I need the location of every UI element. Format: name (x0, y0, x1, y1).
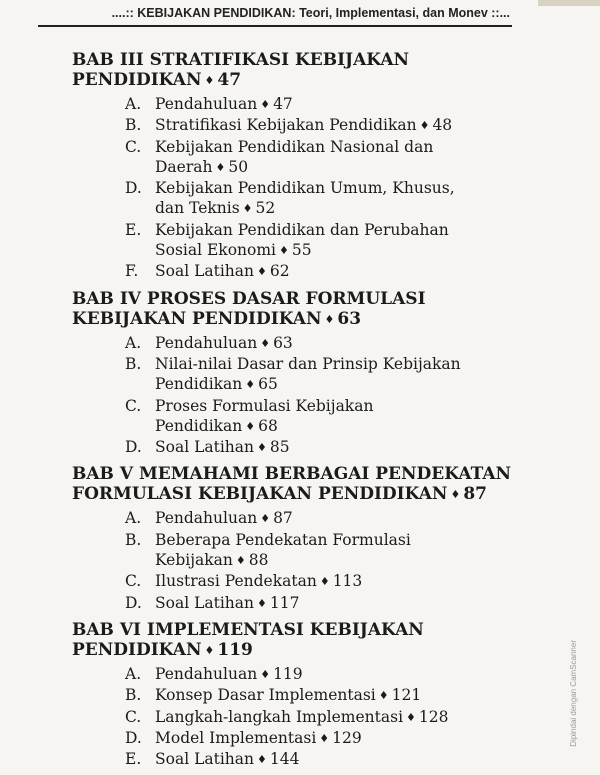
toc-entry (125, 664, 600, 685)
section-list (125, 508, 600, 613)
toc-entry (125, 530, 600, 572)
entry-page-number: 128 (418, 707, 449, 726)
toc-entry (125, 220, 600, 262)
chapter-page-number: 47 (217, 70, 242, 90)
toc-entry (125, 94, 600, 115)
entry-letter: E. (125, 750, 142, 769)
toc-entry (125, 749, 600, 770)
entry-letter: B. (125, 354, 142, 373)
entry-title-line: Model Implementasi (155, 728, 317, 747)
chapter-title-line: BAB VI IMPLEMENTASI KEBIJAKAN (72, 619, 424, 640)
entry-title-line: Kebijakan (155, 551, 233, 570)
entry-title-line: Nilai-nilai Dasar dan Prinsip Kebijakan (155, 354, 461, 373)
chapter-heading (72, 620, 492, 661)
entry-title-line: Pendahuluan (155, 95, 258, 113)
running-header: ....:: KEBIJAKAN PENDIDIKAN: Teori, Implementasi, dan Monev ::... (111, 6, 510, 20)
entry-letter: E. (125, 220, 142, 239)
diamond-icon: ♦ (242, 202, 253, 216)
entry-title-line: Soal Latihan (155, 438, 255, 457)
entry-title-line: Daerah (155, 157, 213, 176)
chapter-title-line: BAB IV PROSES DASAR FORMULASI (72, 288, 426, 309)
diamond-icon: ♦ (245, 419, 256, 433)
toc-entry (125, 137, 600, 179)
entry-letter: D. (125, 179, 142, 198)
page-corner-mark (538, 0, 600, 6)
entry-letter: C. (125, 572, 142, 591)
diamond-icon: ♦ (450, 488, 461, 502)
entry-title-line: Pendidikan (155, 416, 243, 435)
entry-page-number: 68 (258, 416, 278, 435)
entry-title-line: Pendahuluan (155, 333, 258, 352)
entry-letter: F. (125, 262, 139, 281)
toc-entry (125, 593, 600, 614)
toc-entry (125, 508, 600, 529)
entry-page-number: 62 (269, 262, 290, 281)
toc-entry (125, 115, 600, 136)
entry-page-number: 144 (269, 750, 300, 769)
diamond-icon: ♦ (215, 160, 226, 174)
entry-page-number: 47 (273, 95, 293, 113)
entry-page-number: 85 (269, 438, 290, 457)
chapter-page-number: 63 (337, 308, 362, 329)
diamond-icon: ♦ (406, 710, 416, 724)
toc-entry (125, 354, 600, 396)
entry-title-line: Kebijakan Pendidikan Umum, Khusus, (155, 179, 455, 198)
entry-title-line: Soal Latihan (155, 262, 255, 281)
toc-entry (125, 571, 600, 592)
diamond-icon: ♦ (257, 265, 267, 279)
diamond-icon: ♦ (324, 312, 335, 326)
diamond-icon: ♦ (204, 74, 215, 87)
toc-entry (125, 707, 600, 728)
diamond-icon: ♦ (257, 441, 267, 455)
entry-letter: D. (125, 438, 142, 457)
diamond-icon: ♦ (319, 731, 330, 745)
entry-letter: A. (125, 333, 142, 352)
entry-page-number: 55 (291, 241, 312, 260)
entry-page-number: 121 (391, 686, 422, 705)
entry-title-line: Kebijakan Pendidikan Nasional dan (155, 137, 434, 156)
section-list (125, 664, 600, 770)
toc-entry (125, 728, 600, 749)
diamond-icon: ♦ (204, 643, 215, 657)
entry-title-line: Soal Latihan (155, 593, 255, 612)
toc-entry (125, 333, 600, 354)
entry-page-number: 48 (432, 116, 453, 135)
entry-title-line: Kebijakan Pendidikan dan Perubahan (155, 220, 449, 239)
entry-title-line: Stratifikasi Kebijakan Pendidikan (155, 116, 417, 135)
diamond-icon: ♦ (419, 119, 430, 133)
chapter-heading (72, 464, 512, 505)
entry-page-number: 87 (273, 509, 293, 528)
chapter-title-line: PENDIDIKAN (72, 70, 202, 90)
entry-page-number: 52 (255, 199, 276, 218)
diamond-icon: ♦ (260, 667, 271, 681)
diamond-icon: ♦ (235, 554, 246, 568)
entry-title-line: Pendidikan (155, 375, 243, 394)
toc-entry (125, 685, 600, 706)
diamond-icon: ♦ (257, 596, 267, 610)
diamond-icon: ♦ (257, 753, 267, 767)
chapter-heading (72, 289, 492, 330)
entry-title-line: Pendahuluan (155, 509, 258, 528)
entry-letter: B. (125, 686, 142, 705)
diamond-icon: ♦ (378, 689, 389, 703)
entry-letter: A. (125, 664, 142, 683)
section-list (125, 333, 600, 459)
entry-page-number: 129 (332, 728, 362, 747)
scanner-watermark: Dipindai dengan CamScanner (569, 640, 578, 747)
entry-page-number: 88 (248, 551, 269, 570)
toc-entry (125, 437, 600, 458)
entry-title-line: Sosial Ekonomi (155, 241, 276, 260)
entry-title-line: Ilustrasi Pendekatan (155, 572, 317, 591)
entry-letter: A. (125, 509, 142, 528)
entry-title-line: Beberapa Pendekatan Formulasi (155, 530, 411, 549)
entry-page-number: 50 (228, 157, 249, 176)
diamond-icon: ♦ (319, 575, 330, 589)
entry-page-number: 65 (258, 375, 278, 394)
chapter-heading (72, 50, 492, 91)
toc-entry (125, 261, 600, 282)
entry-letter: D. (125, 593, 142, 612)
diamond-icon: ♦ (260, 512, 271, 526)
chapter-title-line: KEBIJAKAN PENDIDIKAN (72, 308, 322, 329)
entry-page-number: 117 (269, 593, 300, 612)
entry-page-number: 63 (273, 333, 293, 352)
entry-letter: C. (125, 396, 142, 415)
chapter-title-line: FORMULASI KEBIJAKAN PENDIDIKAN (72, 484, 448, 505)
entry-title-line: Konsep Dasar Implementasi (155, 686, 376, 705)
entry-title-line: Langkah-langkah Implementasi (155, 707, 404, 726)
table-of-contents (0, 50, 600, 770)
entry-letter: C. (125, 137, 142, 156)
entry-title-line: Soal Latihan (155, 750, 255, 769)
entry-title-line: dan Teknis (155, 199, 240, 218)
entry-page-number: 119 (273, 664, 303, 683)
entry-letter: D. (125, 728, 142, 747)
entry-letter: B. (125, 530, 142, 549)
diamond-icon: ♦ (260, 98, 271, 111)
chapter-page-number: 119 (217, 639, 253, 660)
toc-entry (125, 396, 600, 438)
entry-letter: C. (125, 707, 142, 726)
header-rule (38, 25, 512, 27)
section-list (125, 94, 600, 283)
entry-letter: A. (125, 95, 142, 113)
entry-title-line: Pendahuluan (155, 664, 258, 683)
diamond-icon: ♦ (279, 244, 289, 258)
entry-title-line: Proses Formulasi Kebijakan (155, 396, 374, 415)
chapter-title-line: PENDIDIKAN (72, 639, 202, 660)
chapter-title-line: BAB III STRATIFIKASI KEBIJAKAN (72, 50, 410, 70)
diamond-icon: ♦ (245, 378, 256, 392)
entry-page-number: 113 (332, 572, 363, 591)
chapter-title-line: BAB V MEMAHAMI BERBAGAI PENDEKATAN (72, 464, 512, 485)
entry-letter: B. (125, 116, 142, 135)
diamond-icon: ♦ (260, 336, 271, 350)
chapter-page-number: 87 (463, 484, 487, 505)
toc-entry (125, 178, 600, 220)
